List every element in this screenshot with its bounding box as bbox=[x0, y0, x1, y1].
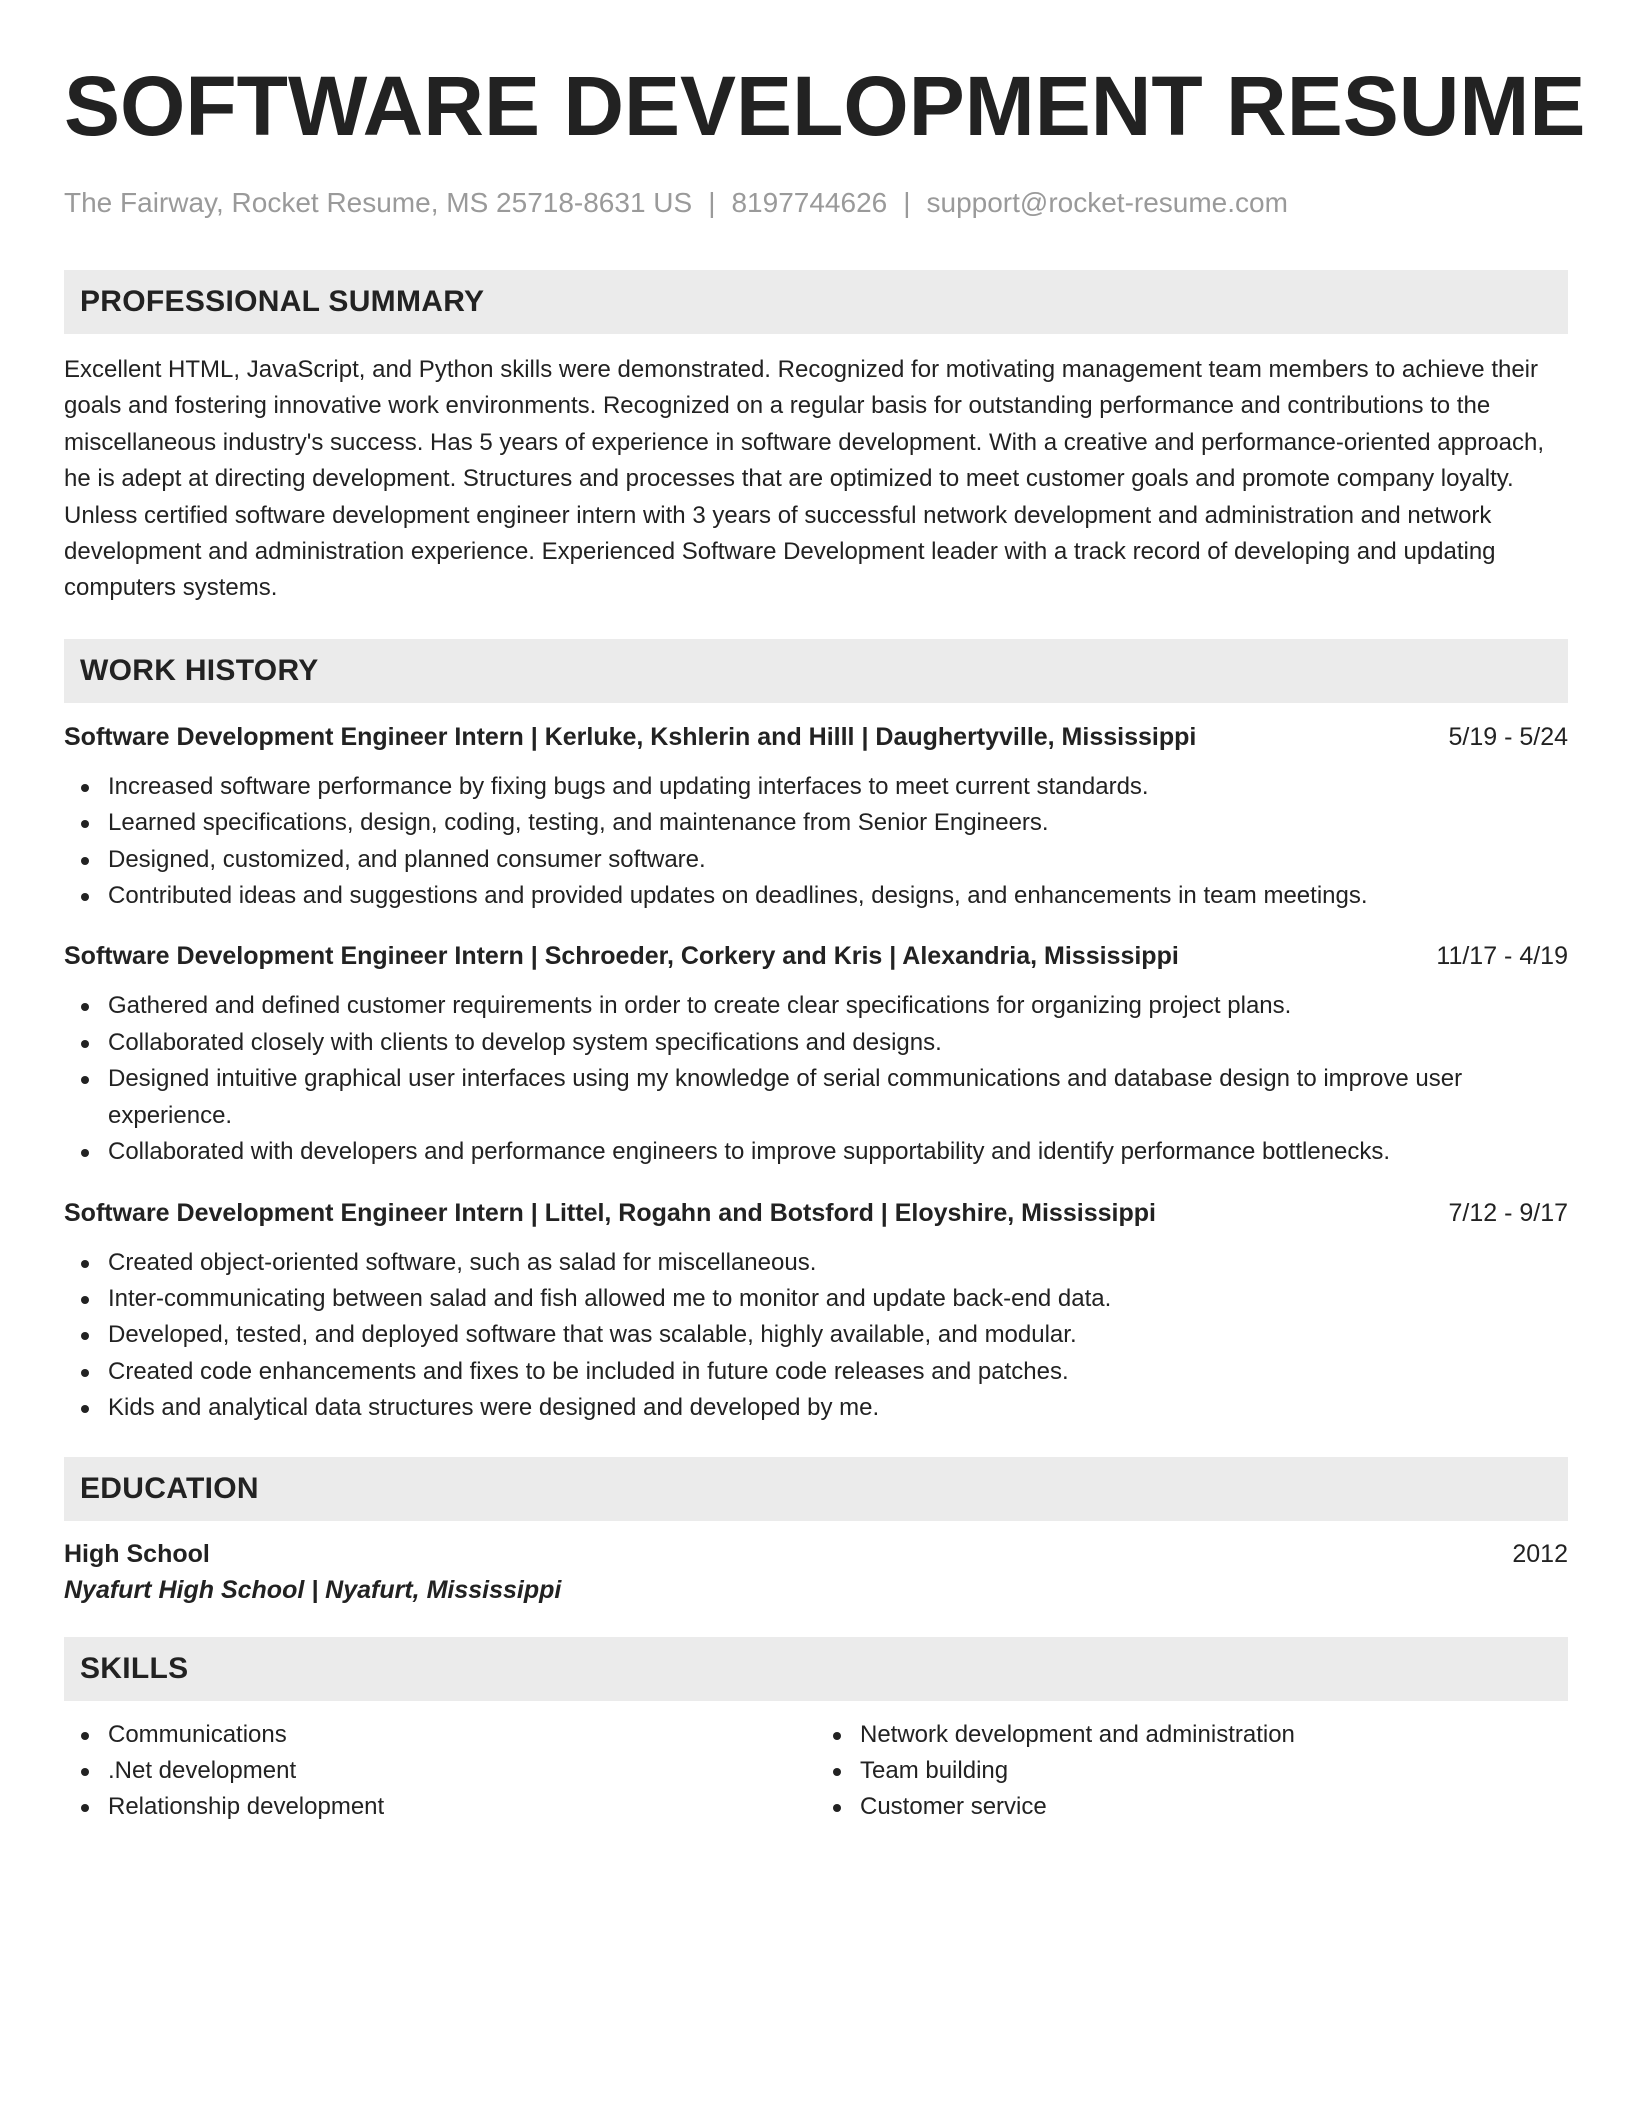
education-school: Nyafurt High School | Nyafurt, Mississippi bbox=[64, 1575, 562, 1604]
skills-section-title: SKILLS bbox=[80, 1651, 189, 1685]
job-bullet: Contributed ideas and suggestions and provided updates on deadlines, designs, and enhancements in team meetings. bbox=[64, 878, 1568, 914]
job-bullet: Developed, tested, and deployed software that was scalable, highly available, and modular. bbox=[64, 1317, 1568, 1353]
job-heading: Software Development Engineer Intern | Littel, Rogahn and Botsford | Eloyshire, Mississippi bbox=[64, 1198, 1156, 1227]
skill-item: Team building bbox=[816, 1753, 1568, 1789]
job-heading: Software Development Engineer Intern | Kerluke, Kshlerin and Hilll | Daughertyville, Mississippi bbox=[64, 722, 1197, 751]
job-entry bbox=[64, 721, 1568, 915]
job-entry bbox=[64, 1197, 1568, 1427]
skills-column-left bbox=[64, 1717, 816, 1826]
summary-text: Excellent HTML, JavaScript, and Python skills were demonstrated. Recognized for motivating management team members to achieve their goals and fostering innovative work environments. Recognized on a regular basis for outstanding performance and contributions to the miscellaneous industry's success. Has 5 years of experience in software development. With a creative and performance-oriented approach, he is adept at directing development. Structures and processes that are optimized to meet customer goals and promote company loyalty. Unless certified software development engineer intern with 3 years of successful network development and administration and network development and administration experience. Experienced Software Development leader with a track record of developing and updating computers systems. bbox=[64, 356, 1544, 602]
skills-section-header bbox=[64, 1637, 1568, 1701]
job-bullet: Designed, customized, and planned consumer software. bbox=[64, 842, 1568, 878]
contact-line bbox=[64, 186, 1568, 220]
skill-item: Network development and administration bbox=[816, 1717, 1568, 1753]
contact-email: support@rocket-resume.com bbox=[926, 187, 1288, 218]
education-header bbox=[64, 1537, 1568, 1571]
contact-separator: | bbox=[708, 187, 716, 218]
job-dates: 11/17 - 4/19 bbox=[1436, 942, 1568, 971]
job-bullets bbox=[64, 988, 1568, 1170]
education-year: 2012 bbox=[1512, 1539, 1568, 1568]
contact-address: The Fairway, Rocket Resume, MS 25718-8631 US bbox=[64, 187, 693, 218]
job-header bbox=[64, 1197, 1568, 1229]
resume-title: SOFTWARE DEVELOPMENT RESUME bbox=[64, 59, 1586, 153]
skill-item: Communications bbox=[64, 1717, 816, 1753]
skill-item: Relationship development bbox=[64, 1789, 816, 1825]
skill-item: .Net development bbox=[64, 1753, 816, 1789]
job-bullet: Collaborated with developers and performance engineers to improve supportability and identify performance bottlenecks. bbox=[64, 1134, 1568, 1170]
skills-column-right bbox=[816, 1717, 1568, 1826]
work-section-header bbox=[64, 639, 1568, 703]
skills-list bbox=[64, 1717, 1568, 1826]
job-dates: 7/12 - 9/17 bbox=[1448, 1198, 1568, 1227]
job-dates: 5/19 - 5/24 bbox=[1448, 722, 1568, 751]
job-header bbox=[64, 721, 1568, 753]
job-bullet: Designed intuitive graphical user interfaces using my knowledge of serial communications and database design to improve user experience. bbox=[64, 1061, 1568, 1134]
education-entry bbox=[64, 1537, 1568, 1609]
job-bullet: Learned specifications, design, coding, testing, and maintenance from Senior Engineers. bbox=[64, 805, 1568, 841]
job-bullet: Inter-communicating between salad and fish allowed me to monitor and update back-end data. bbox=[64, 1281, 1568, 1317]
summary-section-title: PROFESSIONAL SUMMARY bbox=[80, 285, 485, 318]
job-bullet: Created code enhancements and fixes to be included in future code releases and patches. bbox=[64, 1354, 1568, 1390]
job-entry bbox=[64, 940, 1568, 1170]
education-degree: High School bbox=[64, 1539, 210, 1568]
job-bullet: Gathered and defined customer requirements in order to create clear specifications for organizing project plans. bbox=[64, 988, 1568, 1024]
job-bullets bbox=[64, 769, 1568, 915]
education-section-header bbox=[64, 1457, 1568, 1521]
job-bullets bbox=[64, 1245, 1568, 1427]
contact-separator: | bbox=[903, 187, 911, 218]
education-section-title: EDUCATION bbox=[80, 1471, 259, 1505]
contact-phone: 8197744626 bbox=[731, 187, 888, 218]
job-header bbox=[64, 940, 1568, 972]
job-bullet: Created object-oriented software, such as salad for miscellaneous. bbox=[64, 1245, 1568, 1281]
job-bullet: Kids and analytical data structures were designed and developed by me. bbox=[64, 1390, 1568, 1426]
job-bullet: Increased software performance by fixing bugs and updating interfaces to meet current standards. bbox=[64, 769, 1568, 805]
skill-item: Customer service bbox=[816, 1789, 1568, 1825]
summary-section-header bbox=[64, 270, 1568, 334]
work-section-title: WORK HISTORY bbox=[80, 653, 319, 687]
job-bullet: Collaborated closely with clients to develop system specifications and designs. bbox=[64, 1025, 1568, 1061]
job-heading: Software Development Engineer Intern | Schroeder, Corkery and Kris | Alexandria, Mississippi bbox=[64, 942, 1179, 971]
